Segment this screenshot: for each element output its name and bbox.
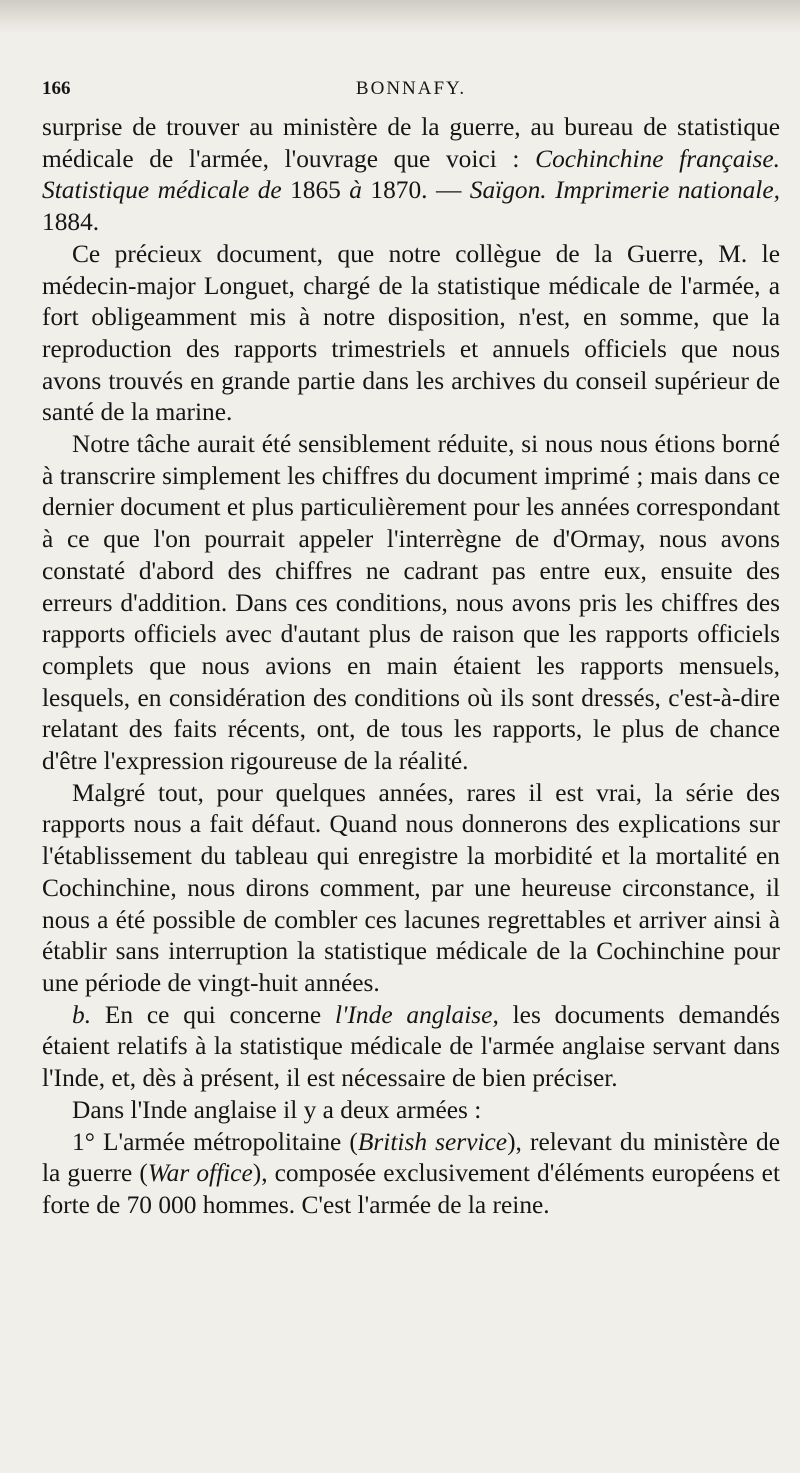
text-run: 1884. — [42, 208, 100, 237]
italic-text: War office — [147, 1159, 253, 1188]
text-run: En ce qui concerne — [91, 1000, 335, 1029]
paragraph — [42, 1095, 780, 1127]
italic-text: l'Inde anglaise, — [334, 1000, 499, 1029]
italic-text: British service — [357, 1127, 508, 1156]
text-run: 1865 — [281, 176, 350, 205]
running-head: BONNAFY. — [355, 78, 467, 99]
scan-top-edge — [0, 0, 800, 34]
book-page — [42, 72, 780, 1222]
italic-text: Cochinchine française. Statistique médicale de — [42, 144, 780, 205]
text-run: ), relevant du ministère de la guerre ( — [42, 1127, 781, 1188]
italic-text: Saïgon. Imprimerie nationale, — [469, 176, 780, 205]
text-run: 1° L'armée métropolitaine ( — [72, 1127, 358, 1156]
body-text — [42, 112, 780, 1222]
paragraph — [42, 1127, 780, 1222]
text-run: Ce précieux document, que notre collègue de la Guerre, M. le médecin-major Longuet, chargé de la statistique médicale de l'armée, a fort obligeamment mis à notre disposition, n'est, en somme, que la reproduction des rapports trimestriels et annuels officiels que nous avons trouvés en grande partie dans les archives du conseil supérieur de santé de la marine. — [42, 239, 780, 427]
paragraph — [42, 429, 780, 778]
text-run: Malgré tout, pour quelques années, rares il est vrai, la série des rapports nous a fait défaut. Quand nous donnerons des explications sur l'établissement du tableau qui enregistre la morbidité et la mortalité en Cochinchine, nous dirons comment, par une heureuse circonstance, il nous a été possible de combler ces lacunes regrettables et arriver ainsi à établir sans interruption la statistique médicale de la Cochinchine pour une période de vingt-huit années. — [42, 778, 780, 997]
text-run: Dans l'Inde anglaise il y a deux armées : — [72, 1095, 482, 1124]
paragraph — [42, 778, 780, 1000]
text-run: surprise de trouver au ministère de la guerre, au bureau de statistique médicale de l'armée, l'ouvrage que voici : — [42, 113, 780, 173]
page-number: 166 — [42, 78, 71, 99]
text-run: les documents demandés étaient relatifs à la statistique médicale de l'armée anglaise servant dans l'Inde, et, dès à présent, il est nécessaire de bien préciser. — [42, 1000, 781, 1093]
paragraph — [42, 112, 780, 239]
paragraph — [42, 239, 780, 429]
text-run: ), composée exclusivement d'éléments européens et forte de 70 000 hommes. C'est l'armée de la reine. — [42, 1159, 780, 1219]
italic-text: b. — [72, 1000, 92, 1029]
paragraph — [42, 1000, 780, 1095]
text-run: 1870. — — [361, 176, 470, 205]
text-run: Notre tâche aurait été sensiblement réduite, si nous nous étions borné à transcrire simplement les chiffres du document imprimé ; mais dans ce dernier document et plus particulièrement pour les années correspondant à ce que l'on pourrait appeler l'interrègne de d'Ormay, nous avons constaté d'abord des chiffres ne cadrant pas entre eux, ensuite des erreurs d'addition. Dans ces conditions, nous avons pris les chiffres des rapports officiels avec d'autant plus de raison que les rapports officiels complets que nous avions en main étaient les rapports mensuels, lesquels, en considération des conditions où ils sont dressés, c'est-à-dire relatant des faits récents, ont, de tous les rapports, le plus de chance d'être l'expression rigoureuse de la réalité. — [42, 430, 780, 776]
page-header — [42, 72, 780, 112]
italic-text: à — [349, 176, 362, 205]
